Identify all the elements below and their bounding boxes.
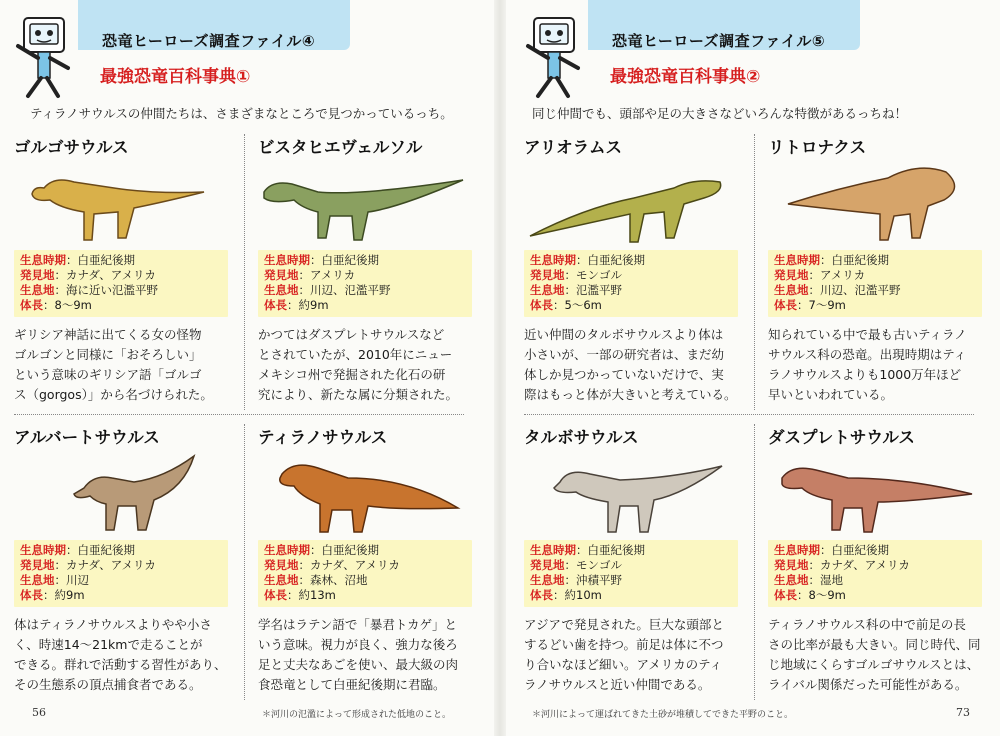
- file-label: 恐竜ヒーローズ調査ファイル④: [102, 32, 316, 50]
- info-row: 生息地：森林、沼地: [264, 573, 368, 587]
- info-row: 発見地：カナダ、アメリカ: [20, 558, 156, 572]
- info-row: 生息時期：白亜紀後期: [20, 253, 135, 267]
- dinosaur-illustration: [14, 158, 214, 246]
- column-divider: [754, 134, 755, 410]
- file-label: 恐竜ヒーローズ調査ファイル⑤: [612, 32, 826, 50]
- info-row: 生息地：氾濫平野: [530, 283, 622, 297]
- dino-name: アリオラムス: [524, 138, 623, 157]
- robot-mascot-icon: [10, 14, 80, 100]
- info-row: 体長：8〜9m: [20, 298, 92, 312]
- dinosaur-illustration: [768, 158, 978, 246]
- info-box: [524, 540, 738, 607]
- book-gutter: [494, 0, 506, 736]
- info-row: 発見地：アメリカ: [774, 268, 866, 282]
- info-row: 生息地：川辺: [20, 573, 89, 587]
- dino-entry: [768, 424, 982, 695]
- dinosaur-illustration: [768, 448, 978, 536]
- dinosaur-illustration: [524, 158, 734, 246]
- info-row: 体長：7〜9m: [774, 298, 846, 312]
- dino-name: リトロナクス: [768, 138, 867, 157]
- info-row: 発見地：カナダ、アメリカ: [264, 558, 400, 572]
- footnote: ＊河川によって運ばれてきた土砂が堆積してできた平野のこと。: [532, 710, 794, 720]
- description: 知られている中で最も古いティラノ サウルス科の恐竜。出現時期はティ ラノサウルスよりも1000万年ほど 早いといわれている。: [768, 327, 967, 402]
- info-row: 発見地：カナダ、アメリカ: [20, 268, 156, 282]
- dino-entry: [258, 134, 472, 405]
- dino-name: ダスプレトサウルス: [768, 428, 915, 447]
- column-divider: [244, 424, 245, 700]
- info-row: 発見地：モンゴル: [530, 558, 622, 572]
- description: 学名はラテン語で「暴君トカゲ」と いう意味。視力が良く、強力な後ろ 足と丈夫なあごを使い、最大級の肉 食恐竜として白亜紀後期に君臨。: [258, 617, 459, 692]
- dino-name: アルバートサウルス: [14, 428, 160, 447]
- info-box: [768, 540, 982, 607]
- info-row: 体長：約13m: [264, 588, 336, 602]
- dinosaur-illustration: [14, 448, 214, 536]
- dino-name: ゴルゴサウルス: [14, 138, 129, 157]
- dino-entry: [258, 424, 472, 695]
- column-divider: [754, 424, 755, 700]
- info-row: 生息時期：白亜紀後期: [774, 253, 889, 267]
- info-row: 発見地：カナダ、アメリカ: [774, 558, 910, 572]
- info-row: 発見地：アメリカ: [264, 268, 356, 282]
- dino-entry: [524, 134, 738, 405]
- description: ティラノサウルス科の中で前足の長 さの比率が最も大きい。同じ時代、同 じ地域にくらすゴルゴサウルスとは、 ライバル関係だった可能性がある。: [768, 617, 981, 692]
- robot-mascot-icon: [520, 14, 590, 100]
- page-title: 最強恐竜百科事典①: [100, 67, 251, 87]
- info-row: 体長：8〜9m: [774, 588, 846, 602]
- info-row: 体長：約9m: [20, 588, 85, 602]
- dino-name: ビスタヒエヴェルソル: [258, 138, 423, 157]
- info-row: 発見地：モンゴル: [530, 268, 622, 282]
- info-box: [258, 250, 472, 317]
- intro-text: 同じ仲間でも、頭部や足の大きさなどいろんな特徴があるっちね！: [532, 106, 908, 121]
- info-box: [14, 250, 228, 317]
- intro-text: ティラノサウルスの仲間たちは、さまざまなところで見つかっているっち。: [30, 106, 453, 121]
- info-row: 体長：約10m: [530, 588, 602, 602]
- info-row: 生息時期：白亜紀後期: [774, 543, 889, 557]
- info-row: 生息地：川辺、氾濫平野: [264, 283, 391, 297]
- description: かつてはダスプレトサウルスなど とされていたが、2010年にニュー メキシコ州で発掘された化石の研 究により、新たな属に分類された。: [258, 327, 459, 402]
- info-row: 生息時期：白亜紀後期: [264, 543, 379, 557]
- info-box: [768, 250, 982, 317]
- description: ギリシア神話に出てくる女の怪物 ゴルゴンと同様に「おそろしい」 という意味のギリシア語「ゴルゴ ス（gorgos）」から名づけられた。: [14, 327, 213, 402]
- dino-entry: [14, 134, 228, 405]
- info-row: 体長：約9m: [264, 298, 329, 312]
- info-row: 生息地：湿地: [774, 573, 843, 587]
- row-divider: [524, 414, 974, 415]
- description: 体はティラノサウルスよりやや小さ く、時速14〜21kmで走ることが できる。群れで活動する習性があり、 その生態系の頂点捕食者である。: [14, 617, 227, 692]
- info-box: [14, 540, 228, 607]
- dino-name: ティラノサウルス: [258, 428, 388, 447]
- info-row: 生息時期：白亜紀後期: [20, 543, 135, 557]
- description: 近い仲間のタルボサウルスより体は 小さいが、一部の研究者は、まだ幼 体しか見つかっていないだけで、実 際はもっと体が大きいと考えている。: [524, 327, 737, 402]
- info-row: 体長：5〜6m: [530, 298, 602, 312]
- dino-entry: [524, 424, 738, 695]
- description: アジアで発見された。巨大な頭部と するどい歯を持つ。前足は体に不つ り合いなほど細い。アメリカのティ ラノサウルスと近い仲間である。: [524, 617, 724, 692]
- info-row: 生息時期：白亜紀後期: [530, 543, 645, 557]
- row-divider: [14, 414, 464, 415]
- dinosaur-illustration: [524, 448, 734, 536]
- dinosaur-illustration: [258, 158, 468, 246]
- left-page: [0, 0, 490, 736]
- info-box: [258, 540, 472, 607]
- info-row: 生息時期：白亜紀後期: [264, 253, 379, 267]
- footnote: ＊河川の氾濫によって形成された低地のこと。: [262, 710, 452, 720]
- dino-entry: [768, 134, 982, 405]
- info-row: 生息時期：白亜紀後期: [530, 253, 645, 267]
- dinosaur-illustration: [258, 448, 468, 536]
- info-row: 生息地：海に近い氾濫平野: [20, 283, 158, 297]
- page-number: 73: [956, 706, 970, 719]
- column-divider: [244, 134, 245, 410]
- page-title: 最強恐竜百科事典②: [610, 67, 761, 87]
- info-row: 生息地：川辺、氾濫平野: [774, 283, 901, 297]
- page-number: 56: [32, 706, 46, 719]
- dino-entry: [14, 424, 228, 695]
- info-box: [524, 250, 738, 317]
- right-page: [510, 0, 1000, 736]
- info-row: 生息地：沖積平野: [530, 573, 622, 587]
- dino-name: タルボサウルス: [524, 428, 639, 447]
